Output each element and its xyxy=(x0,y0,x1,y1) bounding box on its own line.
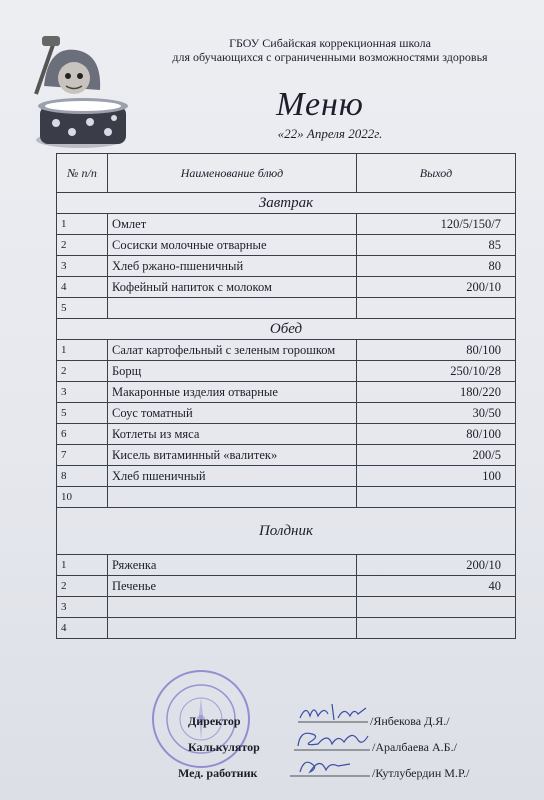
row-number: 4 xyxy=(57,618,108,639)
table-row xyxy=(57,214,516,235)
table-row xyxy=(57,618,516,639)
dish-name: Кисель витаминный «валитек» xyxy=(108,445,357,466)
table-header-row xyxy=(57,154,516,193)
dish-name: Омлет xyxy=(108,214,357,235)
dish-name xyxy=(108,298,357,319)
director-signature xyxy=(298,700,368,724)
dish-output xyxy=(357,597,516,618)
table-row xyxy=(57,555,516,576)
signature-row-medical xyxy=(130,766,530,782)
table-row xyxy=(57,403,516,424)
table-row xyxy=(57,298,516,319)
row-number: 3 xyxy=(57,382,108,403)
dish-output: 80/100 xyxy=(357,340,516,361)
dish-name: Хлеб ржано-пшеничный xyxy=(108,256,357,277)
row-number: 3 xyxy=(57,256,108,277)
dish-name: Хлеб пшеничный xyxy=(108,466,357,487)
school-name-line2: для обучающихся с ограниченными возможностями здоровья xyxy=(172,50,488,64)
dish-name: Сосиски молочные отварные xyxy=(108,235,357,256)
section-header-breakfast: Завтрак xyxy=(57,193,516,214)
menu-date: «22» Апреля 2022г. xyxy=(277,126,383,141)
row-number: 5 xyxy=(57,298,108,319)
row-number: 7 xyxy=(57,445,108,466)
dish-output: 200/10 xyxy=(357,277,516,298)
dish-name xyxy=(108,597,357,618)
dish-name: Котлеты из мяса xyxy=(108,424,357,445)
table-row xyxy=(57,361,516,382)
dish-name: Салат картофельный с зеленым горошком xyxy=(108,340,357,361)
dish-name: Макаронные изделия отварные xyxy=(108,382,357,403)
row-number: 6 xyxy=(57,424,108,445)
calculator-signature xyxy=(294,726,370,752)
row-number: 5 xyxy=(57,403,108,424)
table-row xyxy=(57,466,516,487)
dish-output: 40 xyxy=(357,576,516,597)
table-row xyxy=(57,445,516,466)
medical-signature xyxy=(290,752,370,778)
dish-name xyxy=(108,618,357,639)
row-number: 3 xyxy=(57,597,108,618)
signature-role: Мед. работник xyxy=(178,766,258,780)
signature-name: /Кутлубердин М.Р./ xyxy=(372,766,470,780)
dish-output: 200/5 xyxy=(357,445,516,466)
table-row xyxy=(57,235,516,256)
row-number: 8 xyxy=(57,466,108,487)
dish-output: 120/5/150/7 xyxy=(357,214,516,235)
masha-cooking-illustration xyxy=(14,28,144,156)
row-number: 4 xyxy=(57,277,108,298)
row-number: 1 xyxy=(57,340,108,361)
dish-output: 80/100 xyxy=(357,424,516,445)
school-header xyxy=(130,36,530,64)
signature-name: /Янбекова Д.Я./ xyxy=(370,714,450,728)
section-header-lunch: Обед xyxy=(57,319,516,340)
dish-output xyxy=(357,487,516,508)
row-number: 1 xyxy=(57,214,108,235)
dish-output xyxy=(357,298,516,319)
dish-name: Кофейный напиток с молоком xyxy=(108,277,357,298)
dish-name: Борщ xyxy=(108,361,357,382)
dish-output: 100 xyxy=(357,466,516,487)
dish-output xyxy=(357,618,516,639)
school-name-line1: ГБОУ Сибайская коррекционная школа xyxy=(229,36,431,50)
signature-role: Директор xyxy=(188,714,241,728)
signature-role: Калькулятор xyxy=(188,740,260,754)
table-row xyxy=(57,256,516,277)
dish-name xyxy=(108,487,357,508)
table-row xyxy=(57,487,516,508)
dish-name: Соус томатный xyxy=(108,403,357,424)
signature-name: /Аралбаева А.Б./ xyxy=(372,740,457,754)
dish-name: Ряженка xyxy=(108,555,357,576)
column-header-dish: Наименование блюд xyxy=(108,154,357,193)
dish-output: 30/50 xyxy=(357,403,516,424)
row-number: 1 xyxy=(57,555,108,576)
table-row xyxy=(57,382,516,403)
table-row xyxy=(57,424,516,445)
row-number: 10 xyxy=(57,487,108,508)
table-row xyxy=(57,277,516,298)
dish-name: Печенье xyxy=(108,576,357,597)
dish-output: 85 xyxy=(357,235,516,256)
column-header-output: Выход xyxy=(357,154,516,193)
menu-table xyxy=(56,153,516,639)
dish-output: 180/220 xyxy=(357,382,516,403)
row-number: 2 xyxy=(57,235,108,256)
row-number: 2 xyxy=(57,576,108,597)
table-row xyxy=(57,340,516,361)
section-header-snack: Полдник xyxy=(57,508,516,555)
table-row xyxy=(57,576,516,597)
dish-output: 200/10 xyxy=(357,555,516,576)
table-row xyxy=(57,597,516,618)
dish-output: 250/10/28 xyxy=(357,361,516,382)
row-number: 2 xyxy=(57,361,108,382)
column-header-number: № п/п xyxy=(57,154,108,193)
dish-output: 80 xyxy=(357,256,516,277)
page-title: Меню xyxy=(276,86,364,123)
